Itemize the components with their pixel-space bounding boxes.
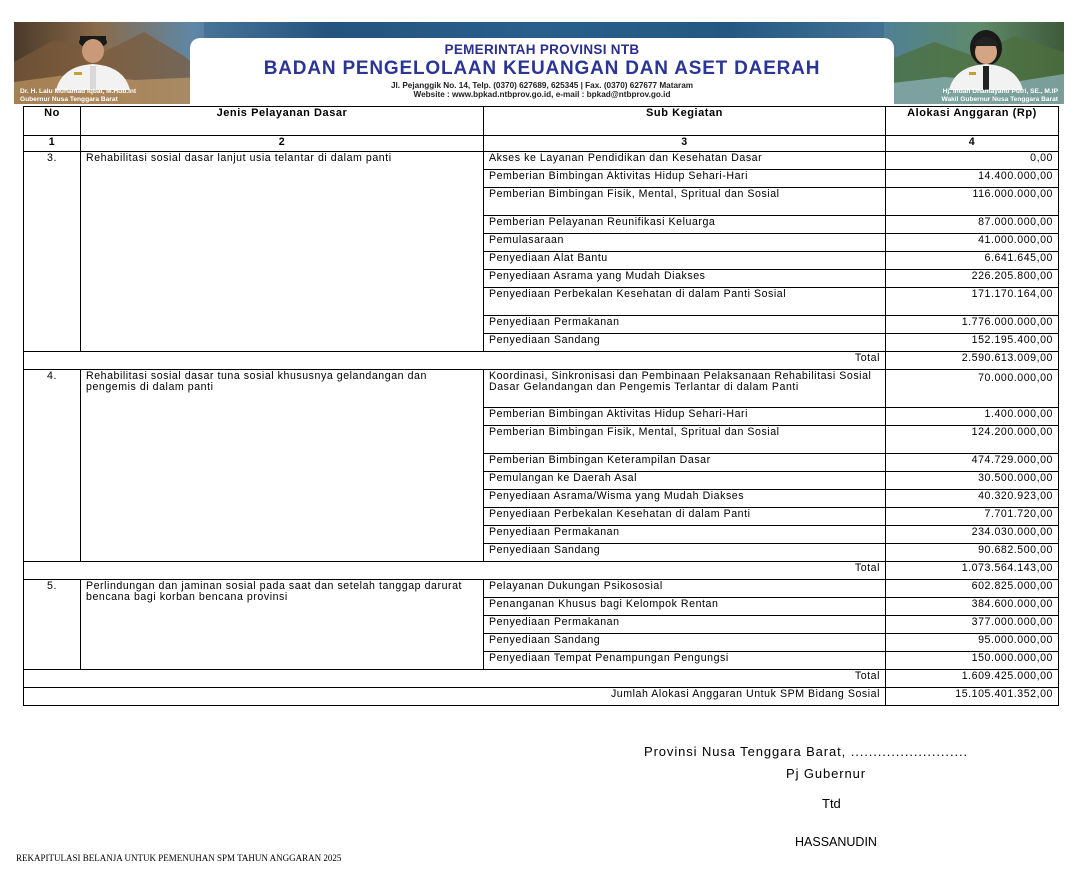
column-number: 4 bbox=[886, 136, 1059, 152]
group-jenis-pelayanan: Rehabilitasi sosial dasar tuna sosial khususnya gelandangan dan pengemis di dalam panti bbox=[81, 370, 484, 562]
vice-governor-name: Hj. Indah Dhamayanti Putri, SE., M.IP bbox=[942, 88, 1058, 95]
header-sub-kegiatan: Sub Kegiatan bbox=[484, 107, 886, 136]
amount-cell: 0,00 bbox=[886, 152, 1059, 170]
sub-kegiatan-cell: Penyediaan Alat Bantu bbox=[484, 252, 886, 270]
governor-portrait bbox=[46, 24, 141, 90]
sub-kegiatan-cell: Penyediaan Sandang bbox=[484, 634, 886, 652]
group-number: 5. bbox=[24, 580, 81, 670]
sub-kegiatan-cell: Penyediaan Perbekalan Kesehatan di dalam Panti bbox=[484, 508, 886, 526]
governor-caption bbox=[20, 88, 136, 103]
group-total-label: Total bbox=[24, 562, 886, 580]
group-total-amount: 2.590.613.009,00 bbox=[886, 352, 1059, 370]
amount-cell: 602.825.000,00 bbox=[886, 580, 1059, 598]
amount-cell: 377.000.000,00 bbox=[886, 616, 1059, 634]
table-row bbox=[24, 152, 1059, 170]
sub-kegiatan-cell: Pemberian Bimbingan Aktivitas Hidup Sehari-Hari bbox=[484, 170, 886, 188]
grand-total-label: Jumlah Alokasi Anggaran Untuk SPM Bidang Sosial bbox=[24, 688, 886, 706]
amount-cell: 150.000.000,00 bbox=[886, 652, 1059, 670]
agency-title: BADAN PENGELOLAAN KEUANGAN DAN ASET DAERAH bbox=[263, 58, 821, 79]
sub-kegiatan-cell: Pemulasaraan bbox=[484, 234, 886, 252]
header-alokasi: Alokasi Anggaran (Rp) bbox=[886, 107, 1059, 136]
group-jenis-pelayanan: Rehabilitasi sosial dasar lanjut usia telantar di dalam panti bbox=[81, 152, 484, 352]
table-header-row bbox=[24, 107, 1059, 136]
budget-table bbox=[23, 106, 1059, 706]
amount-cell: 40.320.923,00 bbox=[886, 490, 1059, 508]
sub-kegiatan-cell: Penyediaan Perbekalan Kesehatan di dalam Panti Sosial bbox=[484, 288, 886, 316]
sub-kegiatan-cell: Penyediaan Sandang bbox=[484, 334, 886, 352]
sub-kegiatan-cell: Pemberian Bimbingan Fisik, Mental, Spritual dan Sosial bbox=[484, 426, 886, 454]
group-jenis-pelayanan: Perlindungan dan jaminan sosial pada saat dan setelah tanggap darurat bencana bagi korban bencana provinsi bbox=[81, 580, 484, 670]
signature-ttd: Ttd bbox=[822, 796, 841, 811]
amount-cell: 1.400.000,00 bbox=[886, 408, 1059, 426]
signature-place-date: Provinsi Nusa Tenggara Barat, .......................... bbox=[644, 744, 968, 759]
column-number: 2 bbox=[81, 136, 484, 152]
signature-name: HASSANUDIN bbox=[795, 835, 877, 849]
amount-cell: 171.170.164,00 bbox=[886, 288, 1059, 316]
amount-cell: 41.000.000,00 bbox=[886, 234, 1059, 252]
amount-cell: 95.000.000,00 bbox=[886, 634, 1059, 652]
sub-kegiatan-cell: Pemberian Pelayanan Reunifikasi Keluarga bbox=[484, 216, 886, 234]
group-total-row bbox=[24, 670, 1059, 688]
amount-cell: 7.701.720,00 bbox=[886, 508, 1059, 526]
sub-kegiatan-cell: Penyediaan Permakanan bbox=[484, 526, 886, 544]
agency-address: Jl. Pejanggik No. 14, Telp. (0370) 627689, 625345 | Fax. (0370) 627677 Mataram bbox=[390, 81, 694, 90]
sub-kegiatan-cell: Pelayanan Dukungan Psikososial bbox=[484, 580, 886, 598]
amount-cell: 1.776.000.000,00 bbox=[886, 316, 1059, 334]
amount-cell: 124.200.000,00 bbox=[886, 426, 1059, 454]
grand-total-amount: 15.105.401.352,00 bbox=[886, 688, 1059, 706]
amount-cell: 152.195.400,00 bbox=[886, 334, 1059, 352]
header-jenis: Jenis Pelayanan Dasar bbox=[81, 107, 484, 136]
amount-cell: 234.030.000,00 bbox=[886, 526, 1059, 544]
amount-cell: 226.205.800,00 bbox=[886, 270, 1059, 288]
amount-cell: 87.000.000,00 bbox=[886, 216, 1059, 234]
governor-title: Gubernur Nusa Tenggara Barat bbox=[20, 95, 118, 103]
table-row bbox=[24, 370, 1059, 408]
header-banner bbox=[14, 22, 1064, 104]
agency-title-box bbox=[190, 38, 894, 104]
amount-cell: 14.400.000,00 bbox=[886, 170, 1059, 188]
grand-total-row bbox=[24, 688, 1059, 706]
table-row bbox=[24, 580, 1059, 598]
sub-kegiatan-cell: Penyediaan Permakanan bbox=[484, 316, 886, 334]
sub-kegiatan-cell: Koordinasi, Sinkronisasi dan Pembinaan Pelaksanaan Rehabilitasi Sosial Dasar Gelandangan dan Pengemis Terlantar di dalam Panti bbox=[484, 370, 886, 408]
sub-kegiatan-cell: Pemulangan ke Daerah Asal bbox=[484, 472, 886, 490]
amount-cell: 30.500.000,00 bbox=[886, 472, 1059, 490]
government-title: PEMERINTAH PROVINSI NTB bbox=[444, 42, 640, 57]
amount-cell: 116.000.000,00 bbox=[886, 188, 1059, 216]
vice-governor-title: Wakil Gubernur Nusa Tenggara Barat bbox=[941, 95, 1058, 103]
vice-governor-caption bbox=[941, 88, 1058, 103]
group-total-amount: 1.073.564.143,00 bbox=[886, 562, 1059, 580]
sub-kegiatan-cell: Penyediaan Sandang bbox=[484, 544, 886, 562]
sub-kegiatan-cell: Penyediaan Tempat Penampungan Pengungsi bbox=[484, 652, 886, 670]
column-number-row bbox=[24, 136, 1059, 152]
group-number: 4. bbox=[24, 370, 81, 562]
amount-cell: 6.641.645,00 bbox=[886, 252, 1059, 270]
sub-kegiatan-cell: Pemberian Bimbingan Fisik, Mental, Spritual dan Sosial bbox=[484, 188, 886, 216]
sub-kegiatan-cell: Penyediaan Asrama yang Mudah Diakses bbox=[484, 270, 886, 288]
amount-cell: 70.000.000,00 bbox=[886, 370, 1059, 408]
column-number: 1 bbox=[24, 136, 81, 152]
amount-cell: 384.600.000,00 bbox=[886, 598, 1059, 616]
document-footer: REKAPITULASI BELANJA UNTUK PEMENUHAN SPM TAHUN ANGGARAN 2025 bbox=[16, 853, 342, 863]
amount-cell: 90.682.500,00 bbox=[886, 544, 1059, 562]
signature-role: Pj Gubernur bbox=[786, 766, 866, 781]
group-number: 3. bbox=[24, 152, 81, 352]
sub-kegiatan-cell: Penyediaan Asrama/Wisma yang Mudah Diakses bbox=[484, 490, 886, 508]
column-number: 3 bbox=[484, 136, 886, 152]
amount-cell: 474.729.000,00 bbox=[886, 454, 1059, 472]
governor-name: Dr. H. Lalu Muhamad Iqbal, M.Hub.Int bbox=[20, 88, 137, 95]
group-total-label: Total bbox=[24, 670, 886, 688]
table-body bbox=[24, 152, 1059, 688]
vice-governor-portrait bbox=[939, 24, 1034, 90]
sub-kegiatan-cell: Pemberian Bimbingan Aktivitas Hidup Sehari-Hari bbox=[484, 408, 886, 426]
group-total-row bbox=[24, 352, 1059, 370]
header-no: No bbox=[24, 107, 81, 136]
sub-kegiatan-cell: Penanganan Khusus bagi Kelompok Rentan bbox=[484, 598, 886, 616]
group-total-row bbox=[24, 562, 1059, 580]
group-total-amount: 1.609.425.000,00 bbox=[886, 670, 1059, 688]
sub-kegiatan-cell: Akses ke Layanan Pendidikan dan Kesehatan Dasar bbox=[484, 152, 886, 170]
sub-kegiatan-cell: Penyediaan Permakanan bbox=[484, 616, 886, 634]
sub-kegiatan-cell: Pemberian Bimbingan Keterampilan Dasar bbox=[484, 454, 886, 472]
group-total-label: Total bbox=[24, 352, 886, 370]
agency-website: Website : www.bpkad.ntbprov.go.id, e-mail : bpkad@ntbprov.go.id bbox=[413, 90, 671, 99]
